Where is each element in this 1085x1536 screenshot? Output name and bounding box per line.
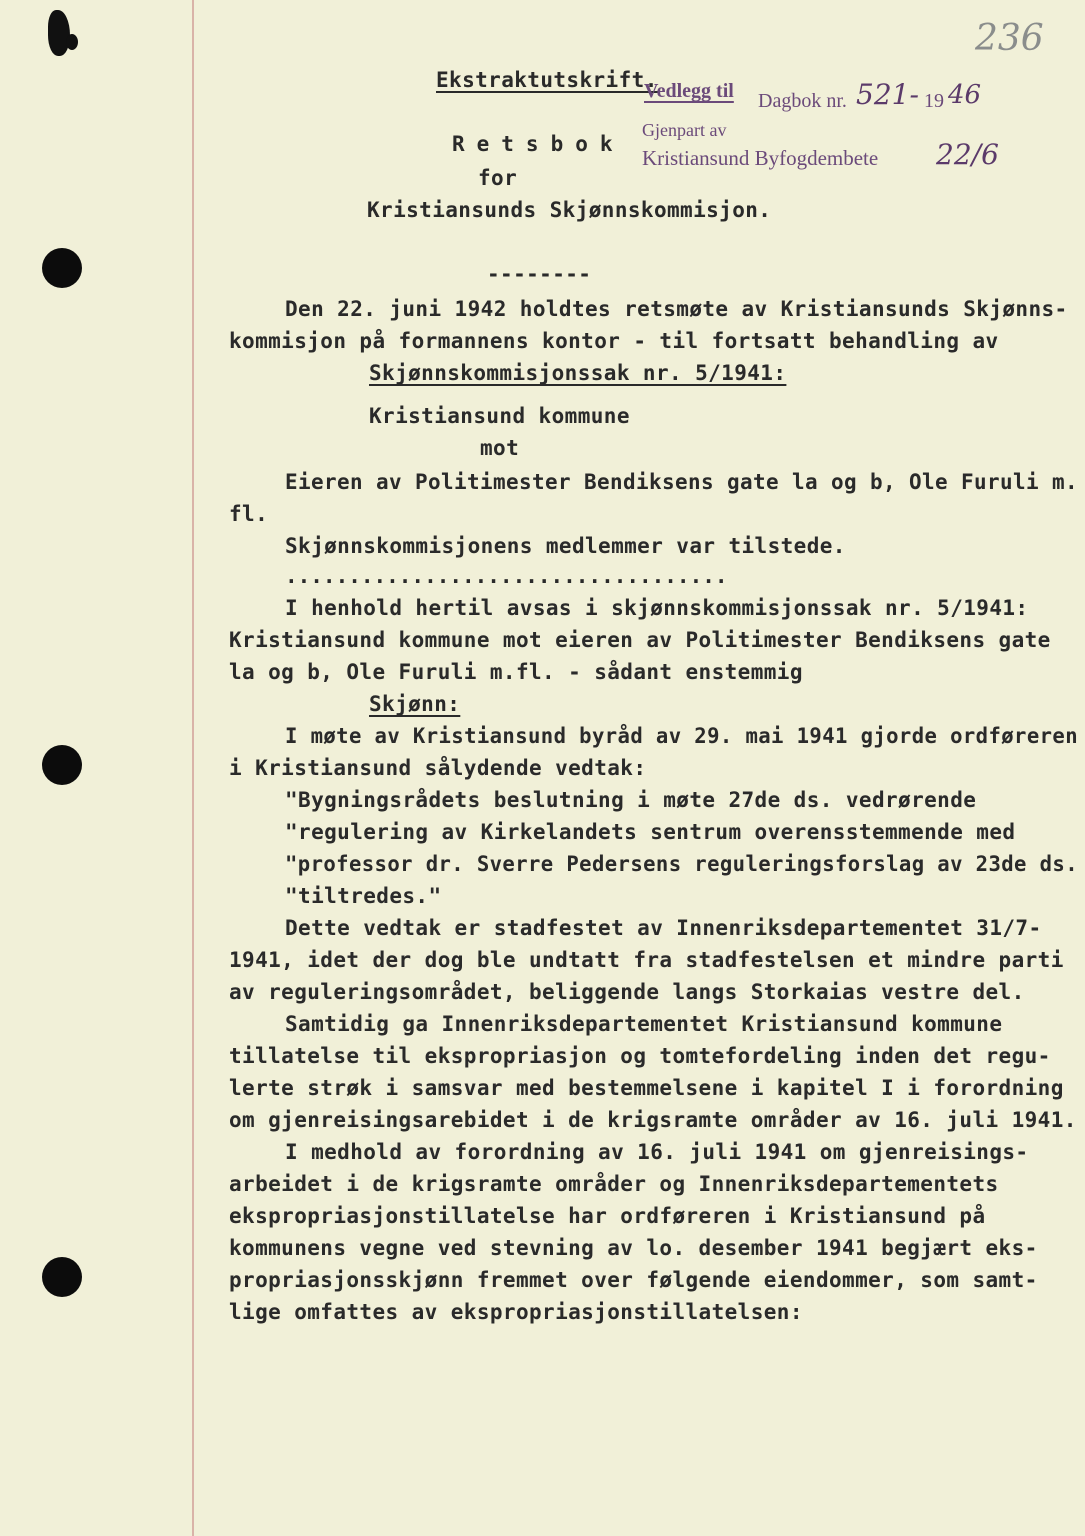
body-line: i Kristiansund sålydende vedtak:: [229, 756, 647, 780]
body-line: propriasjonsskjønn fremmet over følgende eiendommer, som samt-: [229, 1268, 1038, 1292]
body-line: Dette vedtak er stadfestet av Innenriksdepartementet 31/7-: [285, 916, 1042, 940]
quoted-line: "regulering av Kirkelandets sentrum overensstemmende med: [285, 820, 1016, 844]
body-line: Den 22. juni 1942 holdtes retsmøte av Kristiansunds Skjønns-: [285, 297, 1068, 321]
party-plaintiff: Kristiansund kommune: [369, 404, 630, 428]
body-line: 1941, idet der dog ble undtatt fra stadfestelsen et mindre parti: [229, 948, 1064, 972]
punch-hole: [42, 1257, 82, 1297]
stamp-date: 22/6: [936, 138, 999, 171]
body-line: kommunens vegne ved stevning av lo. desember 1941 begjært eks-: [229, 1236, 1038, 1260]
body-line: tillatelse til ekspropriasjon og tomtefordeling inden det regu-: [229, 1044, 1051, 1068]
body-line: fl.: [229, 502, 269, 526]
heading-rule: --------: [487, 262, 592, 286]
stamp-dagbok-number: 521-: [856, 78, 919, 111]
body-line: I henhold hertil avsas i skjønnskommisjonssak nr. 5/1941:: [285, 596, 1029, 620]
stamp-year-prefix: 19: [924, 90, 944, 112]
heading-commission: Kristiansunds Skjønnskommisjon.: [367, 198, 772, 222]
body-line: la og b, Ole Furuli m.fl. - sådant enstemmig: [229, 660, 803, 684]
page-number: 236: [975, 18, 1044, 59]
stamp-dagbok: Dagbok nr.: [758, 90, 847, 112]
punch-hole: [42, 248, 82, 288]
body-line: I møte av Kristiansund byråd av 29. mai 1941 gjorde ordføreren: [285, 724, 1078, 748]
margin-line: [192, 0, 194, 1536]
body-line: av reguleringsområdet, beliggende langs Storkaias vestre del.: [229, 980, 1025, 1004]
stamp-year-suffix: 46: [948, 80, 982, 110]
heading-retsbok: Retsbok: [452, 132, 625, 156]
body-line: ekspropriasjonstillatelse har ordføreren i Kristiansund på: [229, 1204, 986, 1228]
body-line: arbeidet i de krigsramte områder og Innenriksdepartementets: [229, 1172, 999, 1196]
punch-hole: [42, 745, 82, 785]
party-versus: mot: [480, 436, 520, 460]
quoted-line: "tiltredes.": [285, 884, 442, 908]
section-heading-skjonn: Skjønn:: [369, 692, 461, 716]
body-line: lerte strøk i samsvar med bestemmelsene i kapitel I i forordning: [229, 1076, 1064, 1100]
case-reference: Skjønnskommisjonssak nr. 5/1941:: [369, 361, 787, 385]
stamp-office: Kristiansund Byfogdembete: [642, 146, 879, 170]
body-line: Skjønnskommisjonens medlemmer var tilstede.: [285, 534, 846, 558]
ink-blot: [48, 10, 70, 56]
ink-blot: [66, 34, 78, 50]
stamp-vedlegg: Vedlegg til: [644, 80, 734, 102]
body-line: I medhold av forordning av 16. juli 1941 om gjenreisings-: [285, 1140, 1029, 1164]
heading-for: for: [478, 166, 518, 190]
dotted-separator: ...................................: [285, 564, 728, 588]
document-title: Ekstraktutskrift.: [436, 68, 658, 92]
body-line: om gjenreisingsarebidet i de krigsramte områder av 16. juli 1941.: [229, 1108, 1077, 1132]
quoted-line: "professor dr. Sverre Pedersens reguleringsforslag av 23de ds.: [285, 852, 1078, 876]
stamp-gjenpart: Gjenpart av: [642, 120, 727, 140]
body-line: kommisjon på formannens kontor - til fortsatt behandling av: [229, 329, 999, 353]
quoted-line: "Bygningsrådets beslutning i møte 27de ds. vedrørende: [285, 788, 977, 812]
body-line: Eieren av Politimester Bendiksens gate la og b, Ole Furuli m.: [285, 470, 1078, 494]
body-line: Samtidig ga Innenriksdepartementet Kristiansund kommune: [285, 1012, 1003, 1036]
body-line: lige omfattes av ekspropriasjonstillatelsen:: [229, 1300, 803, 1324]
body-line: Kristiansund kommune mot eieren av Politimester Bendiksens gate: [229, 628, 1051, 652]
